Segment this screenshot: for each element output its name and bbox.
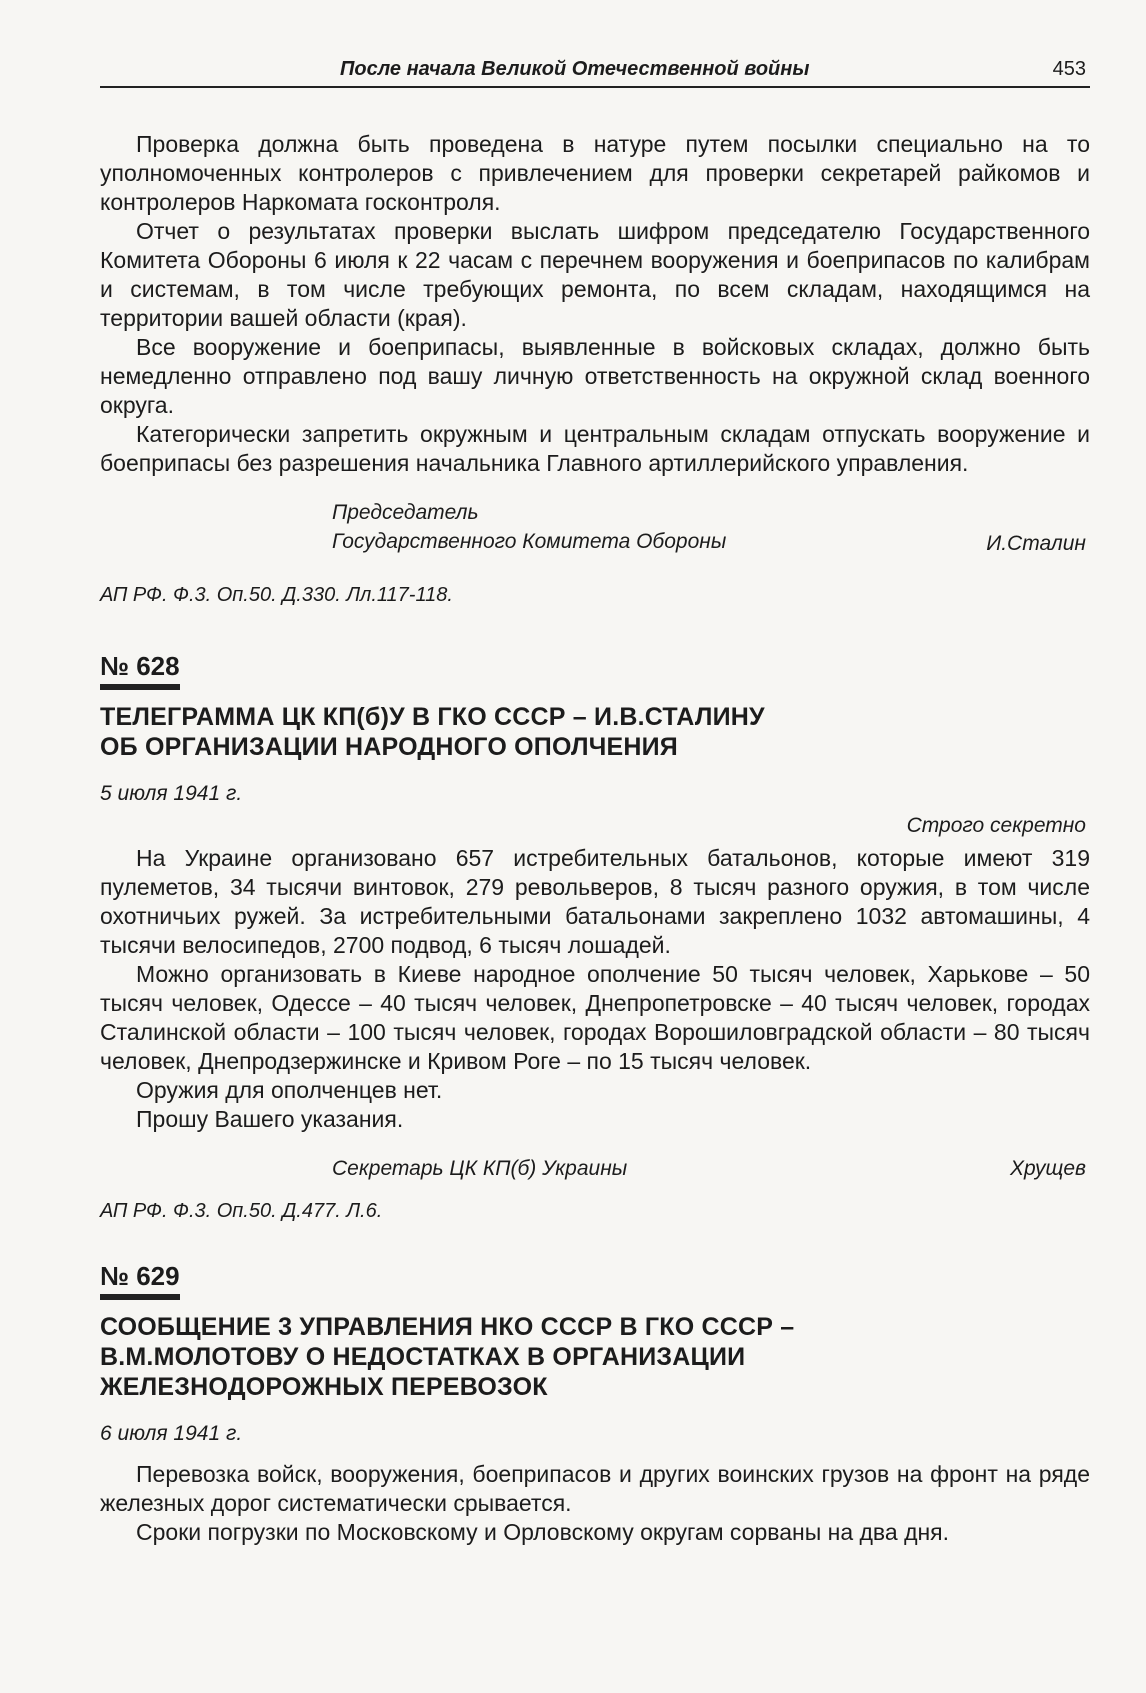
document-title: [100, 702, 1090, 762]
running-title: После начала Великой Отечественной войны: [340, 58, 810, 80]
running-header: [100, 52, 1090, 88]
signer-position-line: Государственного Комитета Обороны: [332, 530, 727, 553]
paragraph: Все вооружение и боеприпасы, выявленные в войсковых складах, должно быть немедленно отправлено под вашу личную ответственность на окружной склад военного округа.: [100, 334, 1090, 418]
paragraph: Оружия для ополченцев нет.: [136, 1077, 443, 1103]
title-line: ОБ ОРГАНИЗАЦИИ НАРОДНОГО ОПОЛЧЕНИЯ: [100, 733, 678, 761]
document-628: [100, 607, 1090, 1223]
archive-reference: АП РФ. Ф.3. Оп.50. Д.330. Лл.117-118.: [100, 584, 453, 606]
document-title: [100, 1312, 1090, 1402]
title-line: СООБЩЕНИЕ 3 УПРАВЛЕНИЯ НКО СССР В ГКО СССР –: [100, 1313, 795, 1341]
paragraph: Перевозка войск, вооружения, боеприпасов и других воинских грузов на фронт на ряде железных дорог систематически срывается.: [100, 1461, 1090, 1516]
paragraph: Категорически запретить окружным и центральным складам отпускать вооружение и боеприпасы без разрешения начальника Главного артиллерийского управления.: [100, 421, 1090, 476]
document-number: № 629: [100, 1261, 180, 1300]
page-number: 453: [1052, 58, 1086, 80]
title-line: ЖЕЛЕЗНОДОРОЖНЫХ ПЕРЕВОЗОК: [100, 1373, 548, 1401]
title-line: В.М.МОЛОТОВУ О НЕДОСТАТКАХ В ОРГАНИЗАЦИИ: [100, 1343, 746, 1371]
signature-block: [100, 498, 1090, 560]
signature-block: [100, 1154, 1090, 1190]
signer-name: И.Сталин: [986, 532, 1086, 555]
book-page: [100, 52, 1090, 1547]
title-line: ТЕЛЕГРАММА ЦК КП(б)У В ГКО СССР – И.В.СТАЛИНУ: [100, 703, 765, 731]
paragraph: На Украине организовано 657 истребительных батальонов, которые имеют 319 пулеметов, 34 тысячи винтовок, 279 револьверов, 8 тысяч разного оружия, в том числе охотничьих ружей. За истребительными батальонами закреплено 1032 автомашины, 4 тысячи велосипедов, 2700 подвод, 6 тысяч лошадей.: [100, 845, 1090, 958]
signer-position-line: Председатель: [332, 501, 479, 524]
document-number: № 628: [100, 651, 180, 690]
document-629: [100, 1223, 1090, 1547]
document-date: 6 июля 1941 г.: [100, 1422, 243, 1445]
signer-name: Хрущев: [1009, 1157, 1086, 1180]
continuation-section: [100, 130, 1090, 607]
signer-position: Секретарь ЦК КП(б) Украины: [332, 1157, 628, 1180]
paragraph: Можно организовать в Киеве народное ополчение 50 тысяч человек, Харькове – 50 тысяч человек, Одессе – 40 тысяч человек, Днепропетровске – 40 тысяч человек, городах Сталинской области – 100 тысяч человек, городах Ворошиловградской области – 80 тысяч человек, Днепродзержинске и Кривом Роге – по 15 тысяч человек.: [100, 961, 1090, 1074]
paragraph: Сроки погрузки по Московскому и Орловскому округам сорваны на два дня.: [136, 1519, 950, 1545]
classification-stamp: Строго секретно: [906, 814, 1086, 837]
paragraph: Отчет о результатах проверки выслать шифром председателю Государственного Комитета Обороны 6 июля к 22 часам с перечнем вооружения и боеприпасов по калибрам и системам, в том числе требующих ремонта, по всем складам, находящимся на территории вашей области (края).: [100, 218, 1090, 331]
signer-position: [332, 498, 726, 556]
archive-reference: АП РФ. Ф.3. Оп.50. Д.477. Л.6.: [100, 1200, 383, 1222]
paragraph: Прошу Вашего указания.: [136, 1106, 404, 1132]
document-date: 5 июля 1941 г.: [100, 782, 243, 805]
paragraph: Проверка должна быть проведена в натуре путем посылки специально на то уполномоченных контролеров с привлечением для проверки секретарей райкомов и контролеров Наркомата госконтроля.: [100, 131, 1090, 215]
